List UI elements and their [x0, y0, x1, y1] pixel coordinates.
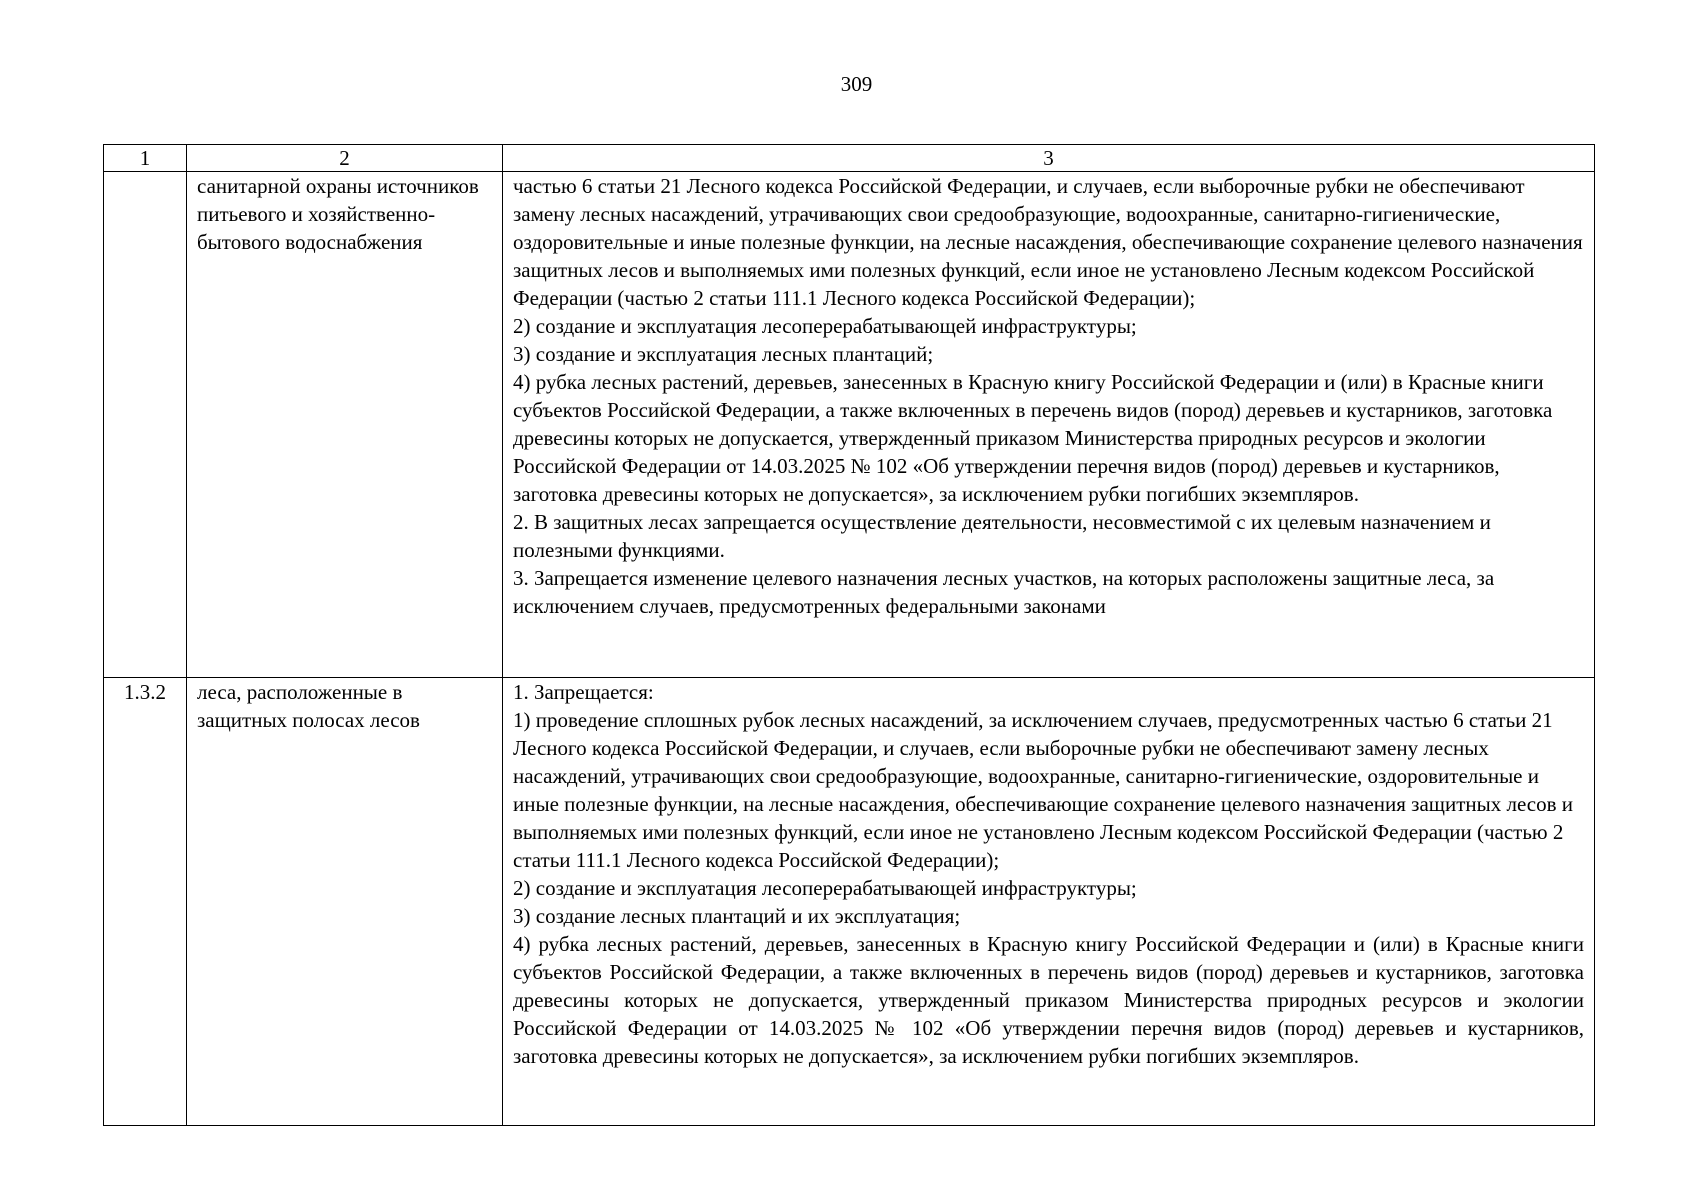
restriction-paragraph: 3) создание лесных плантаций и их эксплуатация;	[513, 904, 961, 928]
restriction-paragraph: 3) создание и эксплуатация лесных плантаций;	[513, 342, 934, 366]
row-category: леса, расположенные в защитных полосах лесов	[187, 678, 503, 1126]
restriction-paragraph: 4) рубка лесных растений, деревьев, занесенных в Красную книгу Российской Федерации и (или) в Красные книги субъектов Российской Федерации, а также включенных в перечень видов (пород) деревьев и кустарников, заготовка древесины которых не допускается, утвержденный приказом Министерства природных ресурсов и экологии Российской Федерации от 14.03.2025 № 102 «Об утверждении перечня видов (пород) деревьев и кустарников, заготовка древесины которых не допускается», за исключением рубки погибших экземпляров.	[513, 932, 1584, 1068]
restriction-paragraph: 3. Запрещается изменение целевого назначения лесных участков, на которых расположены защитные леса, за исключением случаев, предусмотренных федеральными законами	[513, 566, 1495, 618]
row-number: 1.3.2	[104, 678, 187, 1126]
header-cell-3: 3	[503, 145, 1595, 172]
row-restrictions	[503, 172, 1595, 678]
restriction-paragraph: 2) создание и эксплуатация лесоперерабатывающей инфраструктуры;	[513, 876, 1137, 900]
restriction-paragraph: 1) проведение сплошных рубок лесных насаждений, за исключением случаев, предусмотренных частью 6 статьи 21 Лесного кодекса Российской Федерации, и случаев, если выборочные рубки не обеспечивают замену лесных насаждений, утрачивающих свои средообразующие, водоохранные, санитарно-гигиенические, оздоровительные и иные полезные функции, на лесные насаждения, обеспечивающие сохранение целевого назначения защитных лесов и выполняемых ими полезных функций, если иное не установлено Лесным кодексом Российской Федерации (частью 2 статьи 111.1 Лесного кодекса Российской Федерации);	[513, 708, 1574, 872]
row-category: санитарной охраны источников питьевого и хозяйственно-бытового водоснабжения	[187, 172, 503, 678]
restriction-paragraph: частью 6 статьи 21 Лесного кодекса Российской Федерации, и случаев, если выборочные рубки не обеспечивают замену лесных насаждений, утрачивающих свои средообразующие, водоохранные, санитарно-гигиенические, оздоровительные и иные полезные функции, на лесные насаждения, обеспечивающие сохранение целевого назначения защитных лесов и выполняемых ими полезных функций, если иное не установлено Лесным кодексом Российской Федерации (частью 2 статьи 111.1 Лесного кодекса Российской Федерации);	[513, 174, 1583, 310]
page-number: 309	[840, 72, 873, 96]
table-row	[104, 678, 1595, 1126]
row-restrictions	[503, 678, 1595, 1126]
restriction-paragraph: 4) рубка лесных растений, деревьев, занесенных в Красную книгу Российской Федерации и (или) в Красные книги субъектов Российской Федерации, а также включенных в перечень видов (пород) деревьев и кустарников, заготовка древесины которых не допускается, утвержденный приказом Министерства природных ресурсов и экологии Российской Федерации от 14.03.2025 № 102 «Об утверждении перечня видов (пород) деревьев и кустарников, заготовка древесины которых не допускается», за исключением рубки погибших экземпляров.	[513, 370, 1553, 506]
restriction-paragraph: 2. В защитных лесах запрещается осуществление деятельности, несовместимой с их целевым назначением и полезными функциями.	[513, 510, 1491, 562]
table-header-row	[104, 145, 1595, 172]
restriction-paragraph: 1. Запрещается:	[513, 680, 654, 704]
header-cell-2: 2	[187, 145, 503, 172]
header-cell-1: 1	[104, 145, 187, 172]
row-number	[104, 172, 187, 678]
restriction-paragraph: 2) создание и эксплуатация лесоперерабатывающей инфраструктуры;	[513, 314, 1137, 338]
table-row	[104, 172, 1595, 678]
regulation-table	[103, 144, 1595, 1126]
